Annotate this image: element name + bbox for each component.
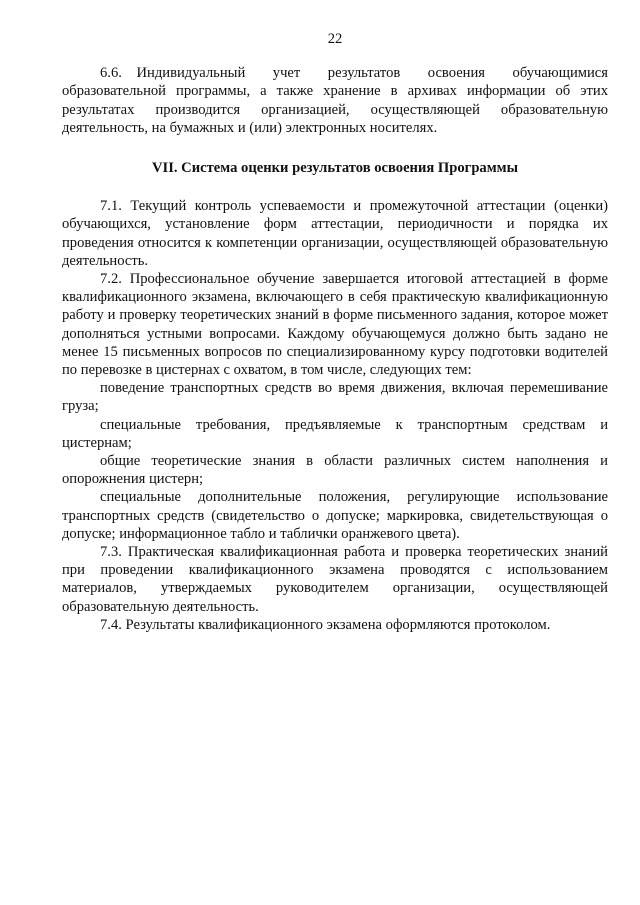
topic-item: специальные дополнительные положения, регулирующие использование транспортных средств (свидетельство о допуске; маркировка, свидетельствующая о допуске; информационное табло и таблички оранжевого цвета). — [62, 489, 608, 542]
paragraph-7-3: 7.3. Практическая квалификационная работа и проверка теоретических знаний при проведении квалификационного экзамена проводятся с использованием материалов, утверждаемых руководителем организации, осуществляющей образовательную деятельность. — [62, 544, 608, 615]
topic-item: общие теоретические знания в области различных систем наполнения и опорожнения цистерн; — [62, 453, 608, 488]
topic-item: поведение транспортных средств во время движения, включая перемешивание груза; — [62, 380, 608, 415]
paragraph-7-2: 7.2. Профессиональное обучение завершается итоговой аттестацией в форме квалификационного экзамена, включающего в себя практическую квалификационную работу и проверку теоретических знаний в форме письменного задания, которое может дополняться устными вопросами. Каждому обучающемуся должно быть задано не менее 15 письменных вопросов по специализированному курсу подготовки водителей по перевозке в цистернах с охватом, в том числе, следующих тем: — [62, 271, 608, 379]
page-number: 22 — [327, 31, 343, 47]
paragraph-6-6: 6.6. Индивидуальный учет результатов освоения обучающимися образовательной программы, а также хранение в архивах информации об этих результатах производится организацией, осуществляющей образовательную деятельность, на бумажных и (или) электронных носителях. — [62, 65, 608, 136]
paragraph-7-4: 7.4. Результаты квалификационного экзамена оформляются протоколом. — [100, 616, 551, 633]
paragraph-7-1: 7.1. Текущий контроль успеваемости и промежуточной аттестации (оценки) обучающихся, установление форм аттестации, периодичности и порядка их проведения относится к компетенции организации, осуществляющей образовательную деятельность. — [62, 198, 608, 269]
document-page — [62, 30, 608, 634]
topic-item: специальные требования, предъявляемые к транспортным средствам и цистернам; — [62, 416, 608, 451]
section-heading: VII. Система оценки результатов освоения Программы — [151, 160, 519, 177]
